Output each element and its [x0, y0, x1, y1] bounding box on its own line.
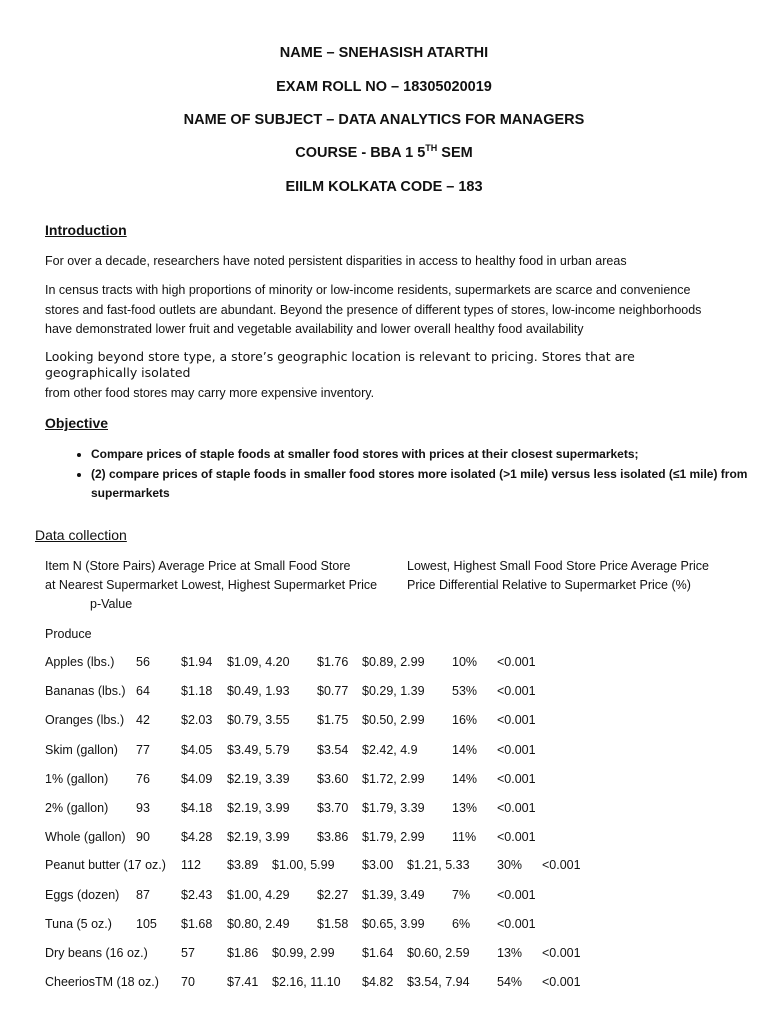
introduction-heading: Introduction	[45, 222, 127, 238]
table-cell-p: <0.001	[542, 858, 581, 872]
table-cell-range-small: $1.00, 5.99	[272, 858, 335, 872]
table-cell-range-super: $1.79, 3.39	[362, 801, 425, 815]
table-cell-p: <0.001	[497, 801, 536, 815]
table-cell-range-small: $0.99, 2.99	[272, 946, 335, 960]
student-name: NAME – SNEHASISH ATARTHI	[279, 45, 489, 61]
table-header-left-line-3: p-Value	[90, 597, 133, 611]
table-cell-n: 57	[181, 946, 195, 960]
table-cell-n: 42	[136, 713, 150, 727]
table-cell-item: 2% (gallon)	[45, 801, 109, 815]
table-cell-n: 87	[136, 888, 150, 902]
table-cell-avg-super: $1.64	[362, 946, 394, 960]
table-cell-avg-small: $1.94	[181, 655, 213, 669]
table-cell-n: 105	[136, 917, 157, 931]
table-cell-avg-super: $3.86	[317, 830, 349, 844]
table-cell-item: Peanut butter (17 oz.)	[45, 858, 166, 872]
table-cell-range-small: $0.79, 3.55	[227, 713, 290, 727]
table-cell-avg-super: $2.27	[317, 888, 349, 902]
intro-paragraph-3: Looking beyond store type, a store’s geographic location is relevant to pricing. Stores that are geographically isolated	[45, 349, 635, 380]
objective-item: • Compare prices of staple foods at smaller food stores with prices at their closest supermarkets;	[91, 445, 768, 465]
table-cell-avg-small: $3.89	[227, 858, 259, 872]
intro-paragraph-2: In census tracts with high proportions of minority or low-income residents, supermarkets are scarce and convenience stores and fast-food outlets are abundant. Beyond the presence of different types of stores, low-income neighborhoods have demonstrated lower fruit and vegetable availability and lower overall healthy food availability	[45, 283, 702, 336]
table-cell-n: 64	[136, 684, 150, 698]
table-cell-diff: 7%	[452, 888, 471, 902]
table-cell-avg-super: $0.77	[317, 684, 349, 698]
table-cell-diff: 6%	[452, 917, 471, 931]
table-cell-range-super: $3.54, 7.94	[407, 975, 470, 989]
table-cell-diff: 11%	[452, 830, 477, 844]
table-cell-avg-small: $1.86	[227, 946, 259, 960]
table-cell-range-small: $2.19, 3.99	[227, 801, 290, 815]
table-cell-avg-small: $1.68	[181, 917, 213, 931]
table-cell-diff: 14%	[452, 772, 478, 786]
table-header-left-line-1: Item N (Store Pairs) Average Price at Small Food Store	[45, 559, 351, 573]
table-cell-range-super: $1.72, 2.99	[362, 772, 425, 786]
table-cell-avg-small: $2.03	[181, 713, 213, 727]
table-cell-item: Bananas (lbs.)	[45, 684, 126, 698]
table-cell-item: Eggs (dozen)	[45, 888, 120, 902]
table-cell-p: <0.001	[497, 743, 536, 757]
table-cell-item: CheeriosTM (18 oz.)	[45, 975, 159, 989]
table-cell-item: Tuna (5 oz.)	[45, 917, 112, 931]
table-cell-range-small: $0.49, 1.93	[227, 684, 290, 698]
table-cell-range-small: $2.16, 11.10	[272, 975, 341, 989]
table-cell-avg-small: $1.18	[181, 684, 213, 698]
table-cell-avg-small: $2.43	[181, 888, 213, 902]
table-cell-avg-super: $1.58	[317, 917, 349, 931]
table-cell-p: <0.001	[497, 888, 536, 902]
table-cell-p: <0.001	[497, 713, 536, 727]
course-line	[0, 145, 768, 161]
table-cell-n: 90	[136, 830, 150, 844]
table-cell-range-super: $2.42, 4.9	[362, 743, 418, 757]
intro-paragraph-1: For over a decade, researchers have noted persistent disparities in access to healthy food in urban areas	[45, 254, 627, 268]
table-cell-diff: 13%	[452, 801, 478, 815]
table-cell-avg-small: $4.28	[181, 830, 213, 844]
objective-item: • (2) compare prices of staple foods in smaller food stores more isolated (>1 mile) versus less isolated (≤1 mile) from supermarkets	[91, 465, 768, 504]
table-cell-item: Whole (gallon)	[45, 830, 126, 844]
table-cell-avg-small: $4.05	[181, 743, 213, 757]
table-cell-p: <0.001	[542, 975, 581, 989]
table-cell-range-super: $0.60, 2.59	[407, 946, 470, 960]
table-cell-range-super: $0.29, 1.39	[362, 684, 425, 698]
table-cell-item: Dry beans (16 oz.)	[45, 946, 148, 960]
table-cell-range-small: $3.49, 5.79	[227, 743, 290, 757]
table-cell-item: Apples (lbs.)	[45, 655, 115, 669]
table-header-left-line-2: at Nearest Supermarket Lowest, Highest Supermarket Price	[45, 578, 378, 592]
table-cell-diff: 30%	[497, 858, 523, 872]
table-cell-range-small: $0.80, 2.49	[227, 917, 290, 931]
table-cell-avg-super: $3.00	[362, 858, 394, 872]
table-cell-range-super: $0.65, 3.99	[362, 917, 425, 931]
table-cell-avg-small: $7.41	[227, 975, 259, 989]
course-prefix: COURSE - BBA 1 5	[295, 145, 426, 161]
table-cell-range-small: $2.19, 3.39	[227, 772, 290, 786]
table-cell-avg-small: $4.09	[181, 772, 213, 786]
course-suffix: SEM	[437, 145, 473, 161]
table-cell-diff: 10%	[452, 655, 478, 669]
intro-paragraph-4: from other food stores may carry more expensive inventory.	[45, 386, 375, 400]
table-cell-n: 70	[181, 975, 195, 989]
table-cell-avg-super: $3.54	[317, 743, 349, 757]
table-cell-diff: 13%	[497, 946, 523, 960]
table-cell-range-small: $1.00, 4.29	[227, 888, 290, 902]
table-header-right-line-2: Price Differential Relative to Supermarket Price (%)	[407, 578, 691, 592]
table-cell-n: 76	[136, 772, 150, 786]
table-cell-range-super: $0.89, 2.99	[362, 655, 425, 669]
course-superscript: TH	[425, 143, 438, 154]
table-cell-n: 93	[136, 801, 150, 815]
table-cell-p: <0.001	[497, 830, 536, 844]
table-cell-range-small: $2.19, 3.99	[227, 830, 290, 844]
table-cell-range-super: $0.50, 2.99	[362, 713, 425, 727]
table-cell-n: 77	[136, 743, 150, 757]
data-collection-heading: Data collection	[35, 527, 127, 543]
table-cell-p: <0.001	[497, 655, 536, 669]
table-cell-item: Skim (gallon)	[45, 743, 118, 757]
table-cell-n: 112	[181, 858, 201, 872]
table-cell-diff: 16%	[452, 713, 478, 727]
table-cell-avg-super: $3.70	[317, 801, 349, 815]
table-cell-p: <0.001	[497, 917, 536, 931]
table-cell-n: 56	[136, 655, 150, 669]
table-cell-range-small: $1.09, 4.20	[227, 655, 290, 669]
table-header-right-line-1: Lowest, Highest Small Food Store Price Average Price	[407, 559, 709, 573]
table-cell-item: Oranges (lbs.)	[45, 713, 125, 727]
table-cell-item: 1% (gallon)	[45, 772, 109, 786]
table-cell-avg-super: $4.82	[362, 975, 394, 989]
objective-list	[45, 445, 768, 504]
table-cell-diff: 14%	[452, 743, 478, 757]
objective-heading: Objective	[45, 415, 109, 431]
table-cell-avg-super: $1.76	[317, 655, 349, 669]
table-cell-p: <0.001	[542, 946, 581, 960]
table-cell-range-super: $1.79, 2.99	[362, 830, 425, 844]
table-cell-range-super: $1.21, 5.33	[407, 858, 470, 872]
table-cell-diff: 54%	[497, 975, 523, 989]
exam-roll-number: EXAM ROLL NO – 18305020019	[276, 79, 492, 95]
table-cell-avg-super: $3.60	[317, 772, 349, 786]
table-cell-avg-super: $1.75	[317, 713, 349, 727]
institute-code: EIILM KOLKATA CODE – 183	[285, 179, 483, 195]
table-cell-p: <0.001	[497, 772, 536, 786]
table-category-produce: Produce	[45, 627, 92, 641]
table-cell-diff: 53%	[452, 684, 478, 698]
subject-name: NAME OF SUBJECT – DATA ANALYTICS FOR MANAGERS	[183, 112, 585, 128]
table-cell-p: <0.001	[497, 684, 536, 698]
table-cell-range-super: $1.39, 3.49	[362, 888, 425, 902]
table-cell-avg-small: $4.18	[181, 801, 213, 815]
